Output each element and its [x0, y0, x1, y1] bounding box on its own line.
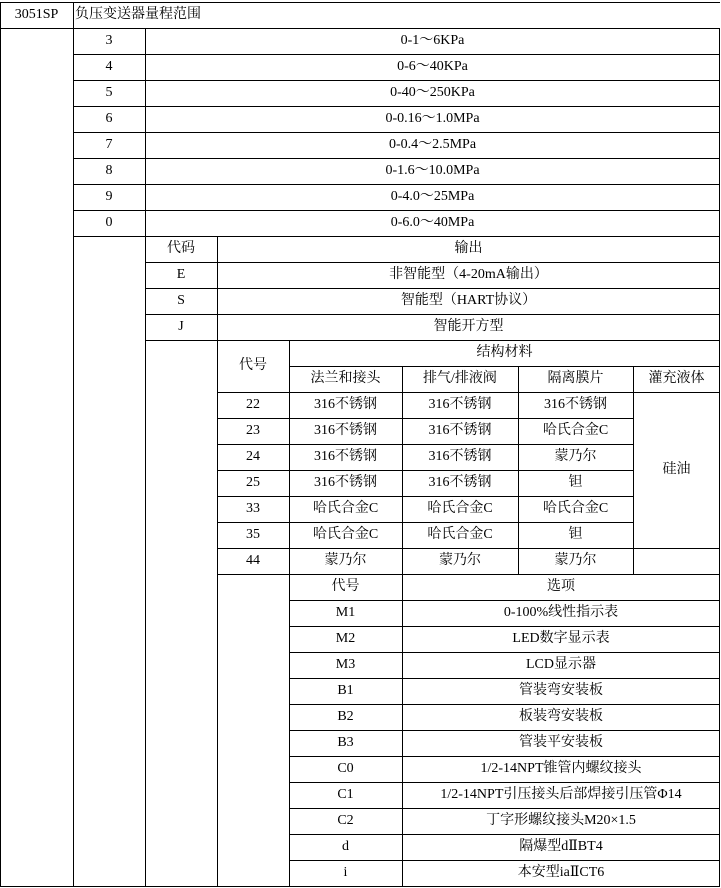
option-code: M2 — [335, 631, 356, 646]
grid-line — [73, 132, 720, 133]
range-value: 0-1～6KPa — [400, 33, 465, 48]
grid-line — [217, 548, 720, 549]
output-text: 非智能型（4-20mA输出） — [389, 267, 548, 282]
option-code: B2 — [337, 709, 354, 724]
mat-vent: 316不锈钢 — [428, 475, 492, 490]
option-text: 管装弯安装板 — [519, 683, 603, 698]
table-title: 负压变送器量程范围 — [75, 7, 201, 22]
options-code-header: 代号 — [331, 579, 360, 594]
output-code: J — [178, 319, 184, 334]
grid-line — [73, 54, 720, 55]
grid-line — [289, 756, 720, 757]
grid-line — [217, 574, 720, 575]
mat-code: 22 — [246, 397, 260, 412]
mat-flange: 316不锈钢 — [314, 475, 377, 490]
mat-diaphragm: 蒙乃尔 — [554, 553, 597, 568]
range-code: 3 — [105, 33, 113, 48]
grid-line — [289, 600, 720, 601]
grid-line — [217, 444, 633, 445]
materials-col-fill: 灌充液体 — [648, 371, 705, 386]
mat-diaphragm: 钽 — [568, 527, 583, 542]
grid-line — [0, 2, 720, 3]
option-text: 0-100%线性指示表 — [503, 605, 619, 620]
grid-line — [217, 522, 633, 523]
mat-code: 35 — [246, 527, 260, 542]
option-code: B1 — [337, 683, 354, 698]
model-label: 3051SP — [14, 7, 59, 22]
grid-line — [73, 80, 720, 81]
grid-line — [145, 340, 720, 341]
materials-col-vent: 排气/排液阀 — [423, 371, 497, 386]
option-code: d — [342, 839, 349, 854]
mat-vent: 蒙乃尔 — [439, 553, 481, 568]
mat-flange: 蒙乃尔 — [324, 553, 367, 568]
grid-line — [217, 236, 218, 887]
mat-vent: 316不锈钢 — [428, 449, 492, 464]
grid-line — [145, 28, 146, 887]
range-value: 0-40～250KPa — [390, 85, 475, 100]
materials-group-header: 结构材料 — [476, 345, 533, 360]
range-value: 0-4.0～25MPa — [390, 189, 475, 204]
grid-line — [289, 652, 720, 653]
mat-diaphragm: 蒙乃尔 — [554, 449, 597, 464]
mat-diaphragm: 哈氏合金C — [542, 423, 609, 438]
output-header: 输出 — [454, 241, 483, 256]
option-text: LED数字显示表 — [512, 631, 610, 646]
range-code: 5 — [105, 85, 113, 100]
grid-line — [217, 392, 720, 393]
grid-line — [73, 236, 720, 237]
grid-line — [402, 366, 403, 887]
output-text: 智能型（HART协议） — [400, 293, 537, 308]
mat-vent: 哈氏合金C — [427, 501, 493, 516]
option-code: B3 — [337, 735, 354, 750]
grid-line — [0, 886, 720, 887]
grid-line — [289, 782, 720, 783]
range-code: 6 — [105, 111, 113, 126]
mat-flange: 316不锈钢 — [314, 449, 377, 464]
option-text: 管装平安装板 — [519, 735, 603, 750]
grid-line — [289, 340, 290, 887]
grid-line — [719, 28, 720, 887]
mat-flange: 316不锈钢 — [314, 397, 377, 412]
option-code: C0 — [337, 761, 354, 776]
range-value: 0-6.0～40MPa — [390, 215, 475, 230]
range-value: 0-0.4～2.5MPa — [388, 137, 477, 152]
grid-line — [145, 262, 720, 263]
grid-line — [289, 704, 720, 705]
range-code: 4 — [105, 59, 113, 74]
mat-vent: 哈氏合金C — [427, 527, 493, 542]
mat-code: 24 — [246, 449, 260, 464]
grid-line — [73, 2, 74, 887]
option-text: 本安型iaⅡCT6 — [517, 865, 605, 880]
option-text: 板装弯安装板 — [519, 709, 603, 724]
grid-line — [217, 470, 633, 471]
range-code: 7 — [105, 137, 113, 152]
output-code: E — [176, 267, 186, 282]
option-code: i — [343, 865, 348, 880]
mat-flange: 哈氏合金C — [312, 527, 379, 542]
option-code: M3 — [335, 657, 356, 672]
range-value: 0-6～40KPa — [397, 59, 468, 74]
mat-code: 25 — [246, 475, 260, 490]
output-text: 智能开方型 — [433, 319, 504, 334]
grid-line — [217, 418, 633, 419]
grid-line — [73, 158, 720, 159]
mat-vent: 316不锈钢 — [428, 423, 492, 438]
option-text: 隔爆型dⅡBT4 — [519, 839, 603, 854]
grid-line — [0, 2, 1, 887]
materials-col-diaphragm: 隔离膜片 — [547, 371, 604, 386]
options-header: 选项 — [547, 579, 575, 594]
mat-diaphragm: 钽 — [568, 475, 583, 490]
grid-line — [73, 106, 720, 107]
mat-code: 23 — [246, 423, 260, 438]
grid-line — [289, 730, 720, 731]
mat-diaphragm: 316不锈钢 — [544, 397, 607, 412]
option-code: M1 — [335, 605, 356, 620]
option-code: C2 — [337, 813, 354, 828]
grid-line — [217, 496, 633, 497]
mat-code: 44 — [246, 553, 260, 568]
fill-fluid: 硅油 — [662, 462, 691, 477]
grid-line — [73, 210, 720, 211]
grid-line — [289, 626, 720, 627]
range-code: 8 — [105, 163, 113, 178]
grid-line — [289, 808, 720, 809]
grid-line — [0, 28, 720, 29]
grid-line — [289, 678, 720, 679]
mat-code: 33 — [246, 501, 260, 516]
mat-flange: 哈氏合金C — [312, 501, 379, 516]
materials-code-header: 代号 — [239, 358, 267, 373]
range-code: 0 — [105, 215, 113, 230]
grid-line — [145, 314, 720, 315]
option-text: LCD显示器 — [526, 657, 596, 672]
option-text: 丁字形螺纹接头M20×1.5 — [486, 813, 636, 828]
grid-line — [289, 834, 720, 835]
mat-vent: 316不锈钢 — [428, 397, 492, 412]
grid-line — [145, 288, 720, 289]
option-text: 1/2-14NPT引压接头后部焊接引压管Φ14 — [440, 787, 682, 802]
option-code: C1 — [337, 787, 354, 802]
range-code: 9 — [105, 189, 113, 204]
grid-line — [289, 860, 720, 861]
materials-col-flange: 法兰和接头 — [310, 371, 381, 386]
output-code-header: 代码 — [167, 241, 195, 256]
mat-flange: 316不锈钢 — [314, 423, 377, 438]
range-value: 0-1.6～10.0MPa — [385, 163, 480, 178]
grid-line — [633, 366, 634, 574]
range-value: 0-0.16～1.0MPa — [385, 111, 480, 126]
mat-diaphragm: 哈氏合金C — [542, 501, 609, 516]
output-code: S — [177, 293, 185, 308]
grid-line — [518, 366, 519, 574]
grid-line — [289, 366, 720, 367]
grid-line — [73, 184, 720, 185]
option-text: 1/2-14NPT锥管内螺纹接头 — [480, 761, 642, 776]
